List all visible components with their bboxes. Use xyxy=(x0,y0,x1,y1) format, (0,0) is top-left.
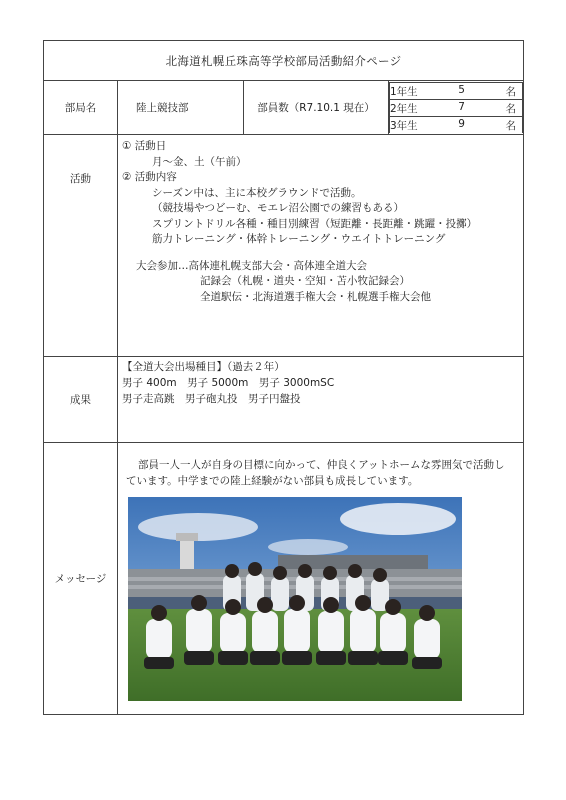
grade-count: 5 xyxy=(458,83,465,96)
grade-counts xyxy=(389,81,524,135)
grade-unit: 名 xyxy=(505,119,517,132)
meet-line: 全道駅伝・北海道選手権大会・札幌選手権大会他 xyxy=(200,290,431,303)
activity-line: （競技場やつどーむ、モエレ沼公園での練習もある） xyxy=(152,202,404,214)
grade-count: 7 xyxy=(458,100,465,113)
results-line: 男子 400m 男子 5000m 男子 3000mSC xyxy=(122,377,335,389)
message-label: メッセージ xyxy=(44,443,118,715)
meet-line: 記録会（札幌・道央・空知・苫小牧記録会） xyxy=(200,275,410,287)
results-label: 成果 xyxy=(44,357,118,443)
grade-name: 3年生 xyxy=(390,119,418,132)
results-content xyxy=(118,357,524,443)
activity-content xyxy=(118,135,524,357)
team-photo xyxy=(128,497,462,701)
activity-content-heading: ② 活動内容 xyxy=(122,171,177,183)
message-content xyxy=(118,443,524,715)
grade-row xyxy=(390,83,523,100)
activity-line: シーズン中は、主に本校グラウンドで活動。 xyxy=(152,186,362,199)
activity-days: 月～金、土（午前） xyxy=(152,155,247,168)
activity-label: 活動 xyxy=(44,135,118,357)
club-name: 陸上競技部 xyxy=(118,81,244,135)
member-count-label: 部員数（R7.10.1 現在） xyxy=(244,81,389,135)
activity-days-heading: ① 活動日 xyxy=(122,140,167,152)
grade-name: 2年生 xyxy=(390,102,418,115)
results-heading: 【全道大会出場種目】（過去２年） xyxy=(122,361,285,373)
grade-row xyxy=(390,100,523,117)
grade-unit: 名 xyxy=(505,102,517,115)
grade-row xyxy=(390,117,523,134)
grade-count: 9 xyxy=(458,117,465,130)
activity-line: スプリントドリル各種・種目別練習（短距離・長距離・跳躍・投擲） xyxy=(152,217,478,230)
club-label: 部局名 xyxy=(44,81,118,135)
activity-line: 筋力トレーニング・体幹トレーニング・ウエイトトレーニング xyxy=(152,233,446,245)
message-text: 部員一人一人が自身の目標に向かって、仲良くアットホームな雰囲気で活動しています。中学までの陸上経験がない部員も成長しています。 xyxy=(126,459,505,487)
grade-name: 1年生 xyxy=(390,85,418,98)
grade-unit: 名 xyxy=(505,85,517,98)
club-info-table xyxy=(43,40,524,715)
page-title: 北海道札幌丘珠高等学校部局活動紹介ページ xyxy=(44,41,524,81)
results-line: 男子走高跳 男子砲丸投 男子円盤投 xyxy=(122,393,301,405)
meet-line: 大会参加…高体連札幌支部大会・高体連全道大会 xyxy=(136,259,367,272)
